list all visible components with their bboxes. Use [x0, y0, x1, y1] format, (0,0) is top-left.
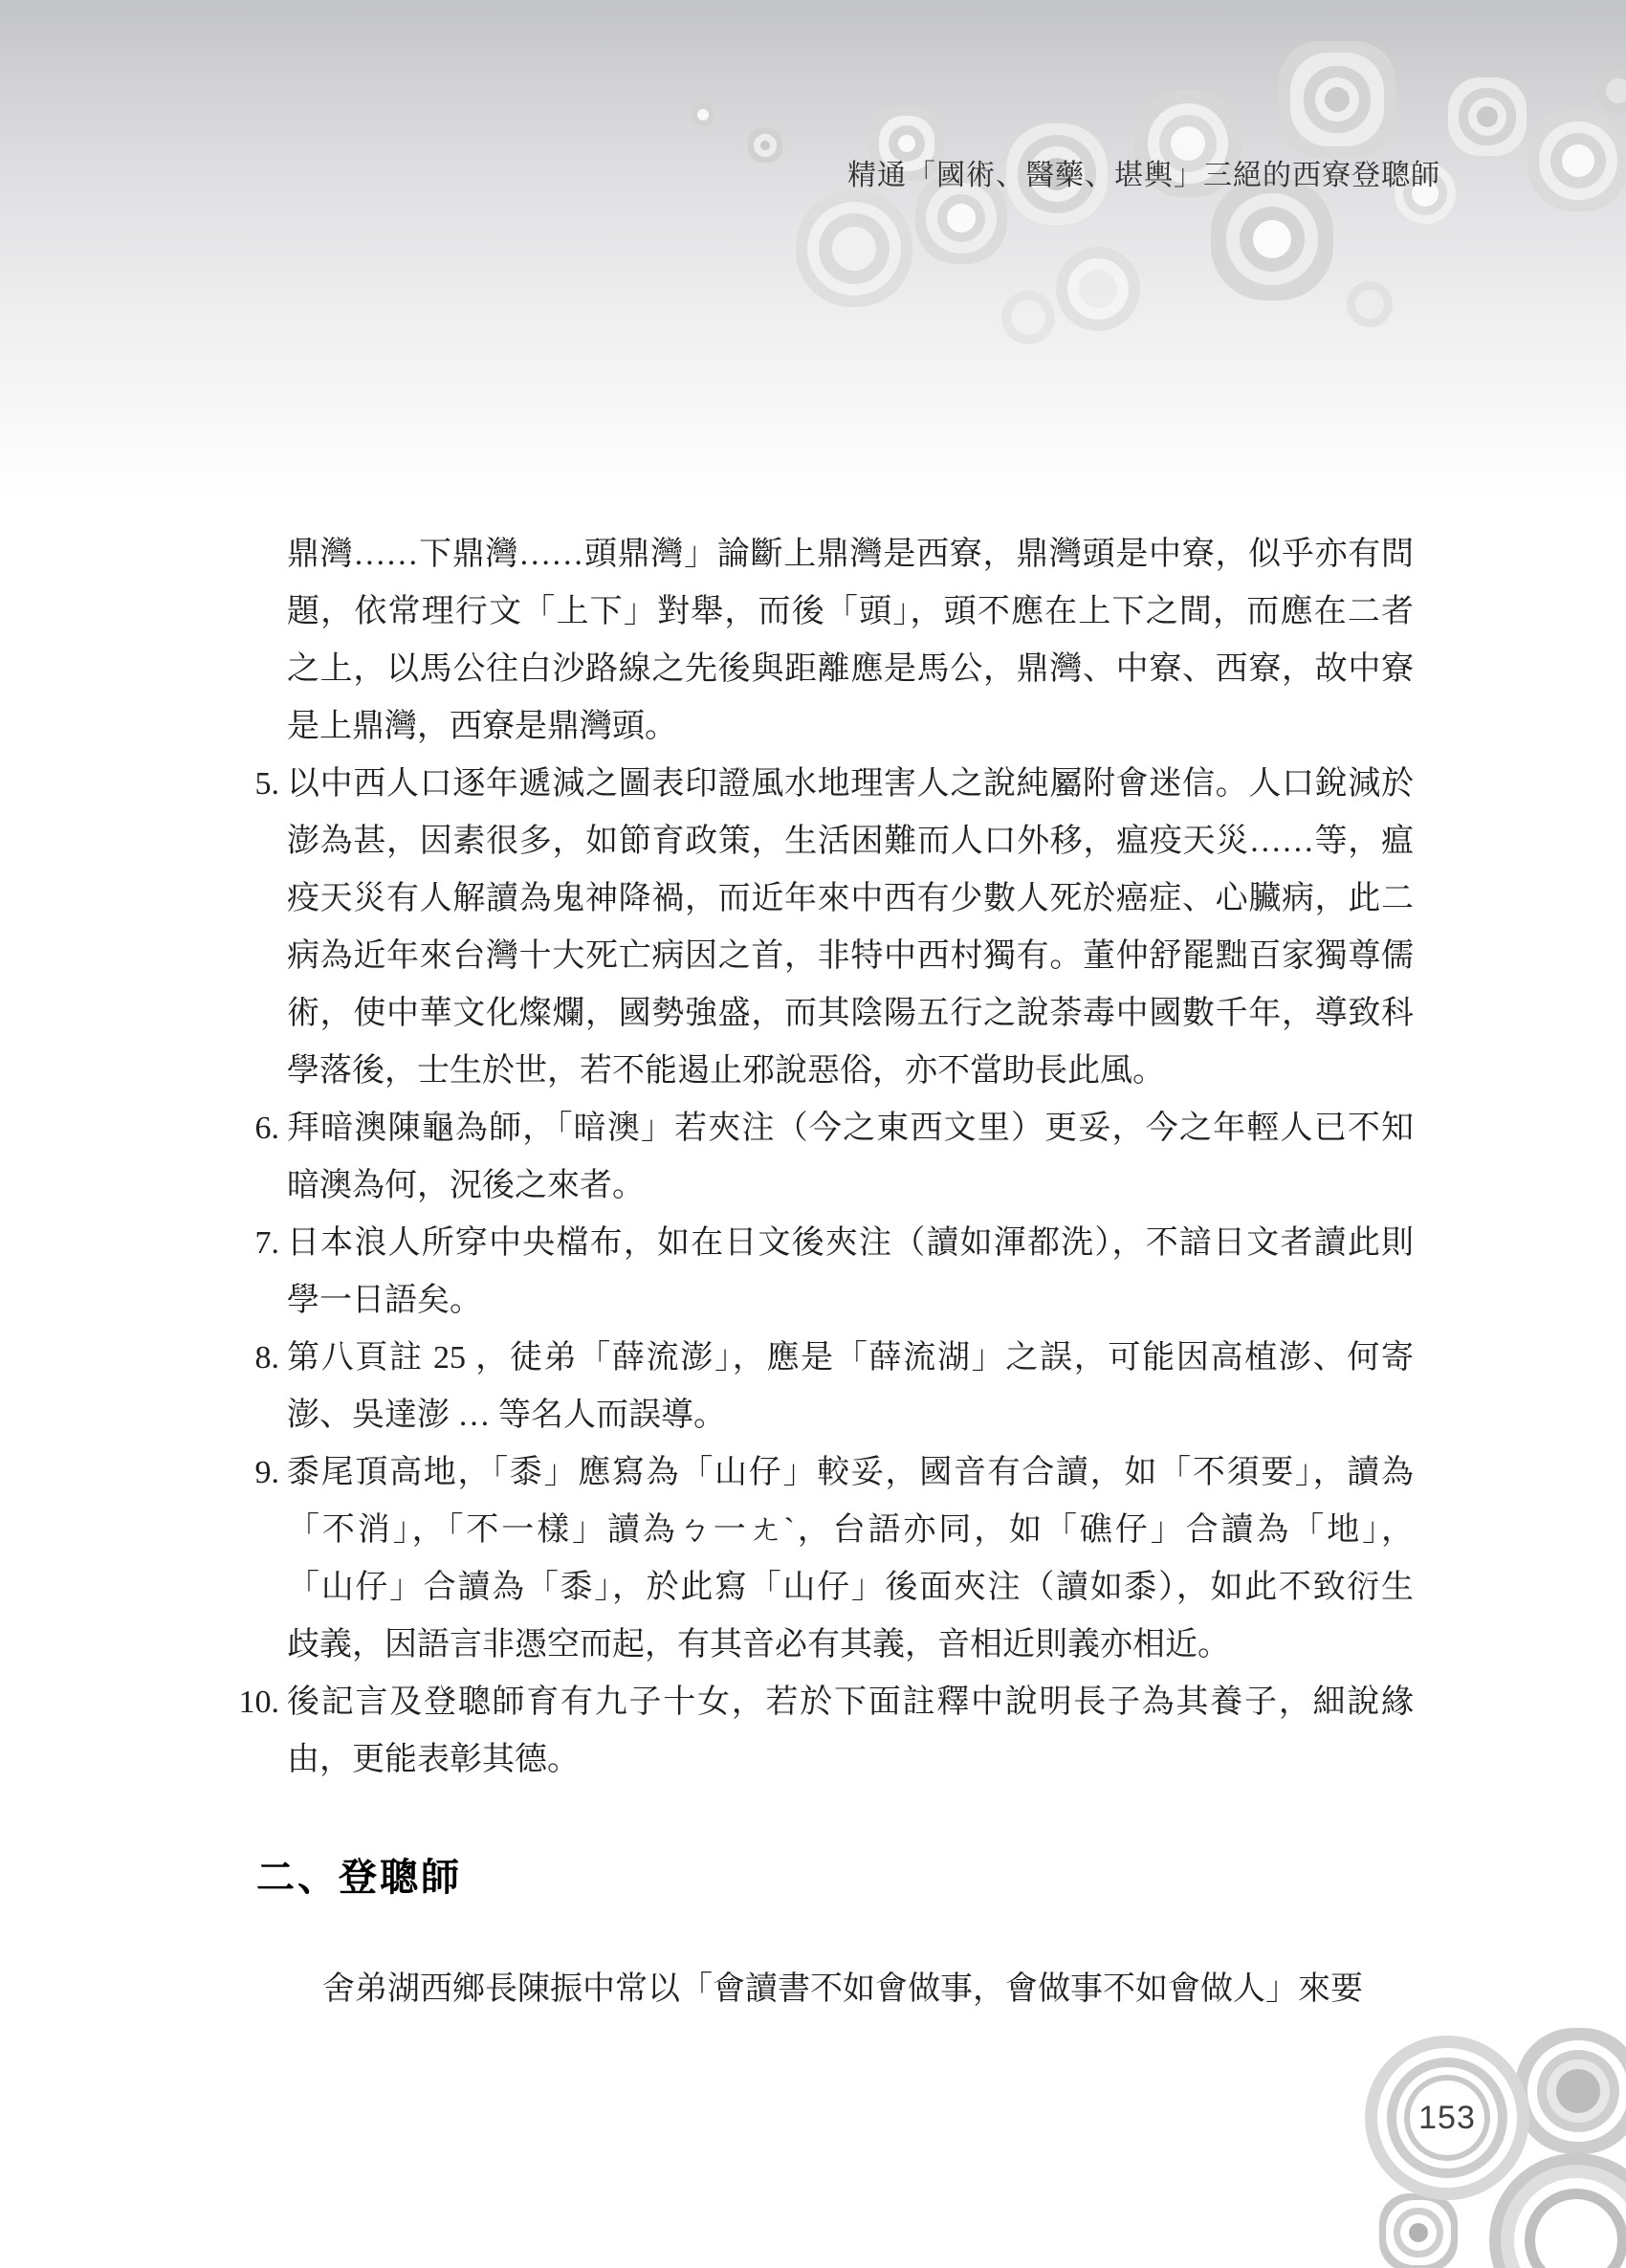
decorative-circle [898, 135, 915, 152]
decorative-circle [947, 204, 976, 232]
page-number-badge [1410, 2081, 1484, 2155]
note-text: 疫天災有人解讀為鬼神降禍，而近年來中西有少數人死於癌症、心臟病，此二 [287, 881, 1414, 916]
note-text: 第八頁註 25 ，徒弟「薛流澎」，應是「薛流湖」之誤，可能因高植澎、何寄 [287, 1340, 1414, 1376]
note-line [254, 1215, 1414, 1272]
decorative-circle [1477, 106, 1498, 127]
decorative-circle [1355, 290, 1384, 319]
decorative-circle [1325, 87, 1350, 112]
note-line [238, 1674, 1414, 1731]
note-text: 「不消」，「不一樣」讀為ㄅ一ㄤˋ，台語亦同，如「礁仔」合讀為「地」， [287, 1512, 1414, 1548]
note-line [287, 1559, 1414, 1617]
note-line [287, 584, 1414, 641]
note-line [254, 1330, 1414, 1387]
note-text: 後記言及登聰師育有九子十女，若於下面註釋中說明長子為其養子，細說緣 [287, 1684, 1414, 1720]
running-header-title: 精通「國術、醫藥、堪輿」三絕的西寮登聰師 [847, 160, 1440, 191]
note-text: 以中西人口逐年遞減之圖表印證風水地理害人之說純屬附會迷信。人口銳減於 [287, 766, 1414, 802]
note-text: 之上，以馬公往白沙路線之先後與距離應是馬公，鼎灣、中寮、西寮，故中寮 [287, 651, 1414, 687]
note-line [287, 1731, 1414, 1789]
note-line [287, 1617, 1414, 1674]
note-text: 是上鼎灣，西寮是鼎灣頭。 [287, 709, 677, 744]
decorative-circle [1079, 270, 1117, 308]
note-text: 澎為甚，因素很多，如節育政策，生活困難而人口外移，瘟疫天災……等，瘟 [287, 824, 1414, 859]
decorative-circle [760, 141, 770, 150]
note-line [287, 928, 1414, 985]
decorative-circle [1535, 2199, 1617, 2268]
note-line [287, 1272, 1414, 1330]
note-line [287, 641, 1414, 698]
note-text: 術，使中華文化燦爛，國勢強盛，而其陰陽五行之說荼毒中國數千年，導致科 [287, 996, 1414, 1031]
note-line [287, 870, 1414, 928]
section-heading: 二、登聰師 [256, 1857, 462, 1899]
note-line [287, 526, 1414, 584]
note-line [287, 1387, 1414, 1444]
note-line [254, 756, 1414, 813]
decorative-circle [1562, 144, 1594, 177]
decorative-circle [1011, 300, 1045, 335]
decorative-circle [1171, 126, 1205, 161]
decorative-circles-top [0, 0, 1626, 402]
decorative-circle [1409, 2223, 1428, 2242]
note-text: 鼎灣……下鼎灣……頭鼎灣」論斷上鼎灣是西寮，鼎灣頭是中寮，似乎亦有問 [287, 537, 1414, 572]
note-number: 10. [238, 1684, 279, 1720]
decorative-circle [1556, 2069, 1600, 2113]
note-line [287, 1043, 1414, 1100]
note-text: 由，更能表彰其德。 [287, 1742, 580, 1777]
note-line [254, 1444, 1414, 1502]
page-number: 153 [1418, 2099, 1476, 2136]
note-number: 7. [254, 1225, 279, 1261]
decorative-circle [697, 109, 709, 121]
note-text: 黍尾頂高地，「黍」應寫為「山仔」較妥，國音有合讀，如「不須要」，讀為 [287, 1455, 1414, 1490]
note-text: 「山仔」合讀為「黍」，於此寫「山仔」後面夾注（讀如黍），如此不致衍生 [287, 1570, 1414, 1605]
note-number: 5. [254, 766, 279, 802]
note-text: 學一日語矣。 [287, 1283, 482, 1318]
note-number: 6. [254, 1111, 279, 1146]
note-line [287, 1502, 1414, 1559]
note-text: 歧義，因語言非憑空而起，有其音必有其義，音相近則義亦相近。 [287, 1627, 1230, 1662]
endnotes-list [238, 526, 1414, 1789]
note-text: 澎、吳達澎 … 等名人而誤導。 [287, 1398, 726, 1433]
note-line [254, 1100, 1414, 1157]
note-text: 病為近年來台灣十大死亡病因之首，非特中西村獨有。董仲舒罷黜百家獨尊儒 [287, 938, 1414, 974]
note-number: 9. [254, 1455, 279, 1490]
note-line [287, 813, 1414, 870]
note-text: 暗澳為何，況後之來者。 [287, 1168, 645, 1203]
note-number: 8. [254, 1340, 279, 1376]
decorative-circle [832, 227, 876, 271]
note-line [287, 985, 1414, 1043]
body-paragraph: 舍弟湖西鄉長陳振中常以「會讀書不如會做事，會做事不如會做人」來要 [322, 1971, 1363, 2007]
note-line [287, 1157, 1414, 1215]
note-text: 學落後，士生於世，若不能遏止邪說惡俗，亦不當助長此風。 [287, 1053, 1165, 1089]
note-text: 題，依常理行文「上下」對舉，而後「頭」，頭不應在上下之間，而應在二者 [287, 594, 1414, 629]
note-line [287, 698, 1414, 756]
note-text: 拜暗澳陳龜為師，「暗澳」若夾注（今之東西文里）更妥，今之年輕人已不知 [287, 1111, 1414, 1146]
decorative-circle [1253, 220, 1291, 258]
note-text: 日本浪人所穿中央檔布，如在日文後夾注（讀如渾都洗），不諳日文者讀此則 [287, 1225, 1414, 1261]
decorative-circle [1606, 78, 1626, 103]
